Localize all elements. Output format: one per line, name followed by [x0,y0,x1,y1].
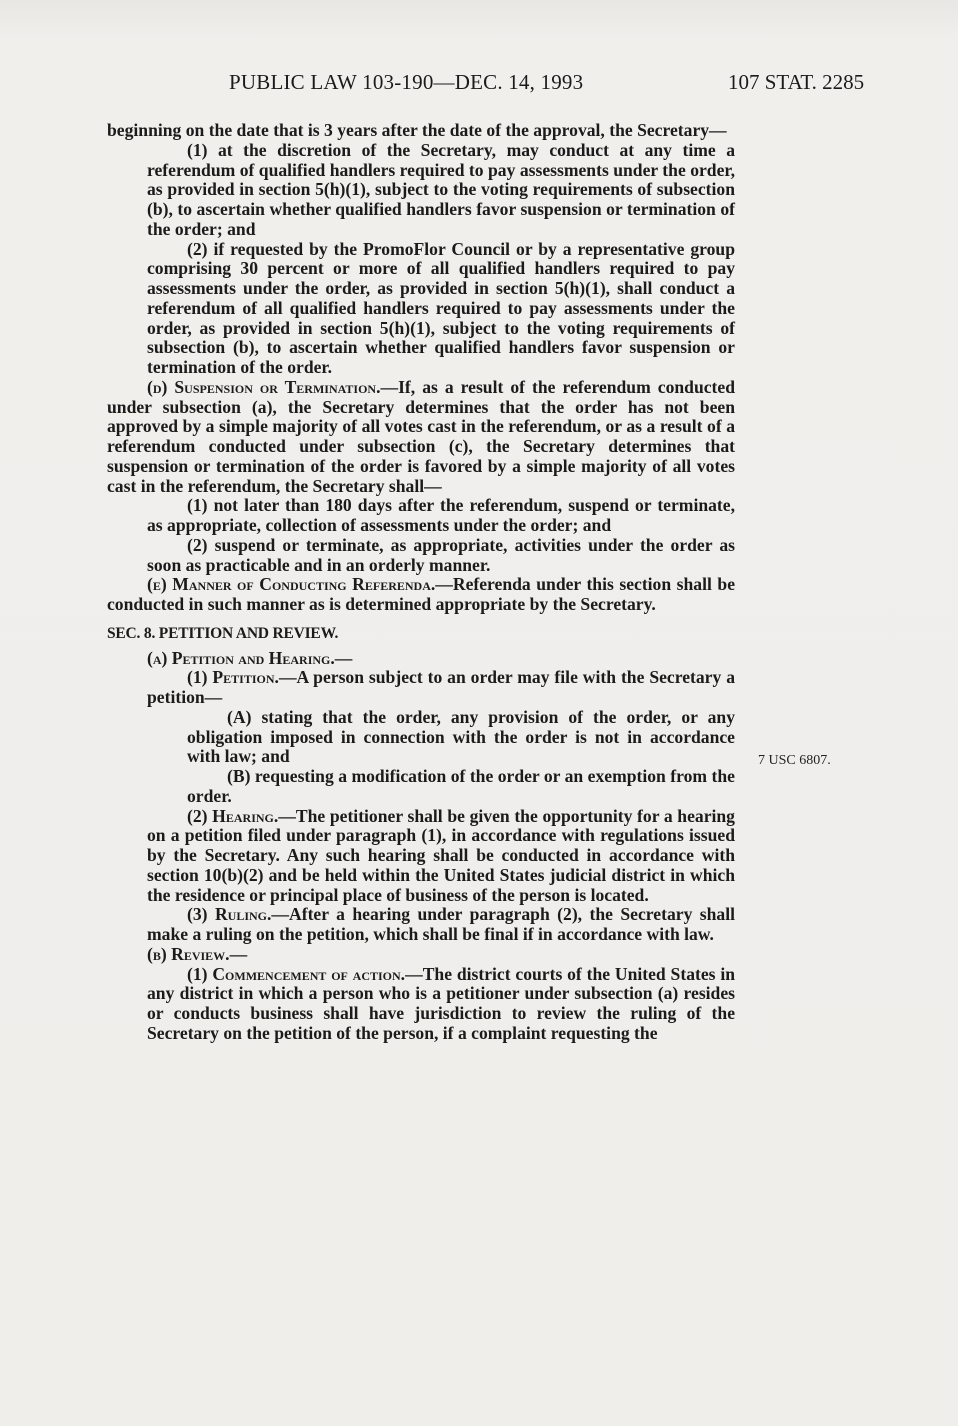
paragraph-text: —The district courts of the United States in any district in which a person who is a petitioner under subsection (a) resides or conducts business shall have jurisdiction to review the ruling of the Secretary on the petition of the person, if a complaint requesting the [147,963,735,1043]
paragraph-heading: (2) Hearing. [187,805,279,826]
paragraph-text: —After a hearing under paragraph (2), the Secretary shall make a ruling on the petition, which shall be final if in accordance with law. [147,904,736,944]
paragraph-text: —A person subject to an order may file with the Secretary a petition— [147,667,735,707]
margin-citation: 7 USC 6807. [758,753,831,768]
paragraph-heading: (3) Ruling. [187,904,272,925]
paragraph [107,945,735,965]
paragraph: (1) at the discretion of the Secretary, may conduct at any time a referendum of qualified handlers required to pay assessments under the order, as provided in section 5(h)(1), subject to the voting requirements of subsection (b), to ascertain whether qualified handlers favor suspension or termination of the order; and [147,139,735,239]
subsection-heading: (e) Manner of Conducting Referenda. [147,574,436,595]
paragraph: beginning on the date that is 3 years after the date of the approval, the Secretary— [107,120,727,140]
paragraph [107,807,735,906]
paragraph-heading: (1) Petition. [187,667,279,688]
page-header [0,70,958,100]
subsection-heading: (a) Petition and Hearing. [147,647,335,668]
subsection-heading: (b) Review. [147,943,230,964]
paragraph [107,905,735,945]
document-body [107,121,735,1044]
paragraph [107,649,735,669]
paragraph [107,378,735,497]
paragraph-text: — [229,943,248,964]
paragraph: (2) if requested by the PromoFlor Council or by a representative group comprising 30 percent or more of all qualified handlers required to pay assessments under the order, as provided in section 5(h)(1), shall conduct a referendum of all qualified handlers required to pay assessments under the order, as provided in section 5(h)(1), subject to the voting requirements of subsection (b), to ascertain whether qualified handlers favor suspension or termination of the order. [147,238,735,377]
paragraph-heading: (1) Commencement of action. [187,963,406,984]
paragraph [107,965,735,1044]
paragraph-text: —The petitioner shall be given the opportunity for a hearing on a petition filed under paragraph (1), in accordance with regulations issued by the Secretary. Any such hearing shall be conducted in accordance with section 10(b)(2) and be held within the United States judicial district in which the residence or principal place of business of the person is located. [147,805,735,905]
paragraph: (A) stating that the order, any provision of the order, or any obligation imposed in connection with the order is not in accordance with law; and [187,706,735,767]
paragraph-text: — [334,647,353,668]
paragraph [107,668,735,708]
running-head: PUBLIC LAW 103-190—DEC. 14, 1993 [229,70,584,94]
paragraph-text: —If, as a result of the referendum conducted under subsection (a), the Secretary determines that the order has not been approved by a simple majority of all votes cast in the referendum, or as a result of a referendum conducted under subsection (c), the Secretary determines that suspension or termination of the order is favored by a simple majority of all votes cast in the referendum, the Secretary shall— [107,376,735,496]
paragraph-text: —Referenda under this section shall be conducted in such manner as is determined appropriate by the Secretary. [107,574,736,614]
statute-page-number: 107 STAT. 2285 [728,70,865,94]
paragraph [107,575,735,615]
paragraph: (2) suspend or terminate, as appropriate, activities under the order as soon as practicable and in an orderly manner. [147,534,735,575]
subsection-heading: (d) Suspension or Termination. [147,376,381,397]
section-heading: SEC. 8. PETITION AND REVIEW. [107,624,339,642]
paragraph: (1) not later than 180 days after the referendum, suspend or terminate, as appropriate, collection of assessments under the order; and [147,495,735,535]
paragraph: (B) requesting a modification of the order or an exemption from the order. [187,766,735,806]
